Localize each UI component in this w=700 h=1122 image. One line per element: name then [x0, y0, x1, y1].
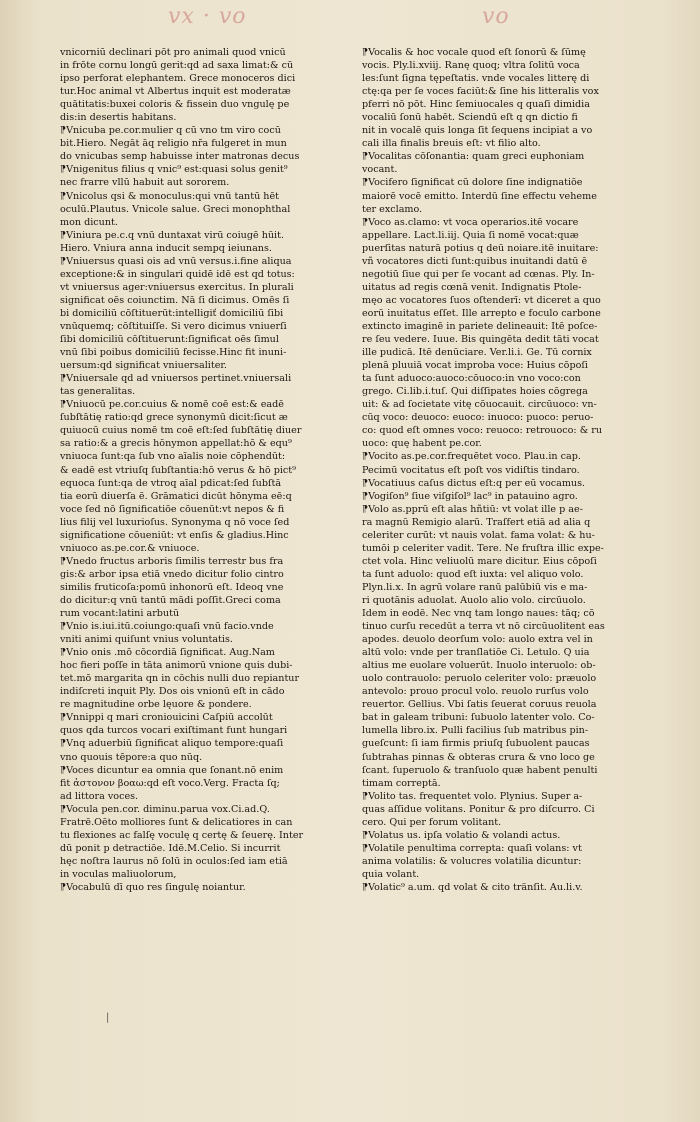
text-line: rum vocant:latini arbutū [60, 608, 180, 620]
text-line: vnicorniū declinari pōt pro animali quod vnicū [60, 47, 286, 58]
text-line: gueſcunt: ſi iam firmis priuſq ſubuolent paucas [362, 738, 590, 750]
text-line: indiſcreti inquit Ply. Dos ois vnionū eſt in cādo [60, 686, 285, 698]
text-line: les:ſunt ſigna tępeſtatis. vnde vocales litterę di [362, 73, 590, 85]
text-line: vniti animi quiſunt vnius voluntatis. [60, 634, 233, 646]
text-line: ⁋Vniuersale qd ad vniuersos pertinet.vniuersali [60, 373, 292, 385]
text-line: ⁋Vnicuba pe.cor.mulier q cū vno tm viro cocū [60, 125, 281, 137]
text-line: vocaliū ſonū habēt. Sciendū eſt q qn dictio fi [362, 112, 578, 124]
text-line: vñ vocatores dicti ſunt:quibus inuitandi datū ē [362, 255, 588, 267]
text-line: cero. Qui per forum volitant. [362, 816, 502, 828]
text-line: Fratrē.Oēto molliores ſunt & delicatiores in can [60, 816, 293, 828]
text-line: ⁋Vocito as.pe.cor.frequētet voco. Plau.in cap. [362, 451, 581, 463]
text-line: in voculas maliuolorum, [60, 868, 177, 880]
text-line: tumōi p celeriter vadit. Tere. Ne fruſtra illic expe- [362, 542, 604, 554]
text-line: ⁋Vnnippi q mari croniouicini Caſpiū accolūt [60, 712, 273, 724]
text-line: tur.Hoc animal vt Albertus inquit est moderatæ [60, 86, 291, 98]
text-line: ⁋Volatus us. ipſa volatio & volandi actus. [362, 829, 561, 841]
text-line: cali illa finalis breuis eſt: vt filio alto. [362, 138, 541, 150]
text-line: reuertor. Gellius. Vbi ſatis ſeuerat coruus reuola [362, 699, 597, 711]
text-line: plenā pluuiā vocat improba voce: Huius cōpoſi [362, 360, 588, 372]
text-line: vocis. Ply.li.xviij. Ranę quoq; vltra ſolitū voca [362, 60, 580, 72]
text-line: vniuoca ſunt:qa ſub vno aīalis noie cōphendūt: [60, 451, 286, 463]
text-line: ⁋Vogiſon⁹ ſiue viſgiſol⁹ lac⁹ in patauino agro. [362, 490, 578, 502]
text-line: ⁋Volatile penultima correpta: quaſi volans: vt [362, 842, 582, 854]
text-line: do dicitur:q vnū tantū mādi poſſit.Greci coma [60, 594, 281, 606]
text-line: ter exclamo. [362, 203, 423, 215]
text-line: vnū ſibi poibus domiciliū fecisse.Hinc fit inuni- [60, 347, 287, 359]
text-line: ⁋Volito tas. frequentet volo. Plynius. Super a- [362, 790, 583, 802]
text-line: ſubſtātię ratio:qd grece synonymū dicit:ſicut æ [60, 412, 288, 424]
text-line: similis fruticoſa:pomū inhonorū eſt. Ideoq vne [60, 581, 284, 593]
text-line: ⁋Volo as.pprū eſt alas hñtiū: vt volat ille p ae- [362, 503, 583, 515]
text-line: & eadē est vtriuſq ſubſtantia:hō verus & hō pict⁹ [60, 464, 296, 476]
text-line: ſubtrahas pinnas & obteras crura & vno loco ge [362, 751, 595, 763]
text-line: quātitatis:buxei coloris & fissein duo vngulę pe [60, 99, 290, 111]
text-line: cūq voco: deuoco: euoco: inuoco: puoco: peruo- [362, 412, 594, 424]
text-line: mon dicunt. [60, 216, 118, 228]
text-line: celeriter curūt: vt nauis volat. fama volat: & hu- [362, 529, 595, 541]
bottom-mark: | [106, 1012, 110, 1023]
text-line: uoco: quę habent pe.cor. [362, 438, 482, 450]
right-text-column [362, 46, 646, 894]
text-line: tet.mō margarita qn in cōchis nulli duo repiantur [60, 673, 300, 685]
text-line: timam correptā. [362, 777, 441, 789]
text-line: ⁋Volatic⁹ a.um. qd volat & cito tränſit. Au.li.v. [362, 882, 583, 893]
text-line: tinuo curſu recedūt a terra vt nō circūuolitent eas [362, 621, 605, 633]
text-line: maiorē vocē emitto. Interdū ſine effectu veheme [362, 190, 597, 202]
text-line: ctę:qa per ſe voces faciūt:& ſine his litteralis vox [362, 86, 599, 98]
text-line: ⁋Vocabulū dī quo res ſingulę noiantur. [60, 882, 246, 893]
text-line: quiuocū cuius nomē tm coē eſt:ſed ſubſtātię diuer [60, 425, 302, 437]
text-line: oculū.Plautus. Vnicole salue. Greci monophthal [60, 203, 291, 215]
text-line: antevolo: prouo procul volo. reuolo rurſus volo [362, 686, 589, 698]
handwritten-header-right: vo [482, 4, 510, 29]
text-line: ri quotānis aduolat. Auolo alio volo. circūuolo. [362, 594, 586, 606]
text-line: dū ponit p detractiōe. Idē.M.Celio. Si incurrit [60, 842, 281, 854]
text-line: ⁋Voco as.clamo: vt voca operarios.itē vocare [362, 216, 579, 228]
text-line: extincto imaginē in pariete delineauit: Itē poſce- [362, 320, 598, 332]
text-line: Idem in eodē. Nec vnq tam longo naues: tāq; cō [362, 608, 595, 620]
text-line: ſcant. ſuperuolo & tranſuolo quæ habent penulti [362, 764, 598, 776]
text-line: tas generalitas. [60, 386, 136, 398]
text-line: significatione cōueniūt: vt enſis & gladius.Hinc [60, 529, 289, 541]
text-line: exceptione:& in singulari quidē idē est qd totus: [60, 268, 295, 280]
text-line: altius me euolare voluerūt. Inuolo interuolo: ob- [362, 660, 596, 672]
text-line: ⁋Viniura pe.c.q vnū duntaxat virū coiugē hūit. [60, 229, 285, 241]
text-line: bi domiciliū cōſtituerūt:intelligiť domiciliū ſibi [60, 307, 284, 319]
text-line: significat oēs coiunctim. Nā ſi dicimus. Omēs ſi [60, 294, 290, 306]
text-line: ille pudicā. Itē denūciare. Ver.li.i. Ge. Tū cornix [362, 347, 592, 359]
text-line: Plyn.li.x. In agrū volare ranū palūbiū vis e ma- [362, 581, 588, 593]
text-line: ad littora voces. [60, 790, 139, 802]
text-line: re ſeu vedere. Iuue. Bis quingēta dedit tāti vocat [362, 334, 599, 346]
text-line: equoca ſunt:qa de vtroq aīal pdicat:ſed ſubſtā [60, 477, 282, 489]
handwritten-header-left: vx · vo [168, 4, 247, 29]
text-line: sa ratio:& a grecis hōnymon appellat:hō & equ⁹ [60, 438, 292, 450]
text-line: uitatus ad regis cœnā venit. Indignatis Ptole- [362, 281, 582, 293]
text-line: ⁋Vocifero ſignificat cū dolore ſine indignatiōe [362, 177, 583, 189]
text-line: ta ſunt aduolo: quod eſt iuxta: vel aliquo volo. [362, 568, 584, 580]
text-line: Hiero. Vniura anna inducit sempq ieiunans. [60, 242, 272, 254]
text-line: voce ſed nō ſignificatiōe cōuenūt:vt nepos & fi [60, 503, 285, 515]
text-line: in frōte cornu longū gerit:qd ad saxa limat:& cū [60, 60, 294, 72]
text-line: quia volant. [362, 868, 420, 880]
text-line: uersum:qd significat vniuersaliter. [60, 360, 227, 372]
text-line: ⁋Vocatiuus caſus dictus eſt:q per eū vocamus. [362, 477, 586, 489]
text-line: ta ſunt aduoco:auoco:cōuoco:in vno voco:con [362, 373, 581, 385]
text-line: ⁋Vnq aduerbiū ſignificat aliquo tempore:quaſi [60, 738, 284, 750]
text-line: gis:& arbor ipsa etiā vnedo dicitur folio cintro [60, 568, 284, 580]
text-line: altū volo: vnde per tranſlatiōe Ci. Letulo. Q uia [362, 647, 590, 659]
text-line: eorū inuitatus eſſet. Ille arrepto e foculo carbone [362, 307, 601, 319]
text-line: apodes. deuolo deorſum volo: auolo extra vel in [362, 634, 593, 646]
text-line: ⁋Vniuersus quasi ois ad vnū versus.i.fine aliqua [60, 255, 292, 267]
text-line: grego. Ci.lib.i.tuſ. Qui diſſipates hoies cōgrega [362, 386, 588, 398]
text-line: re magnitudine orbe lęuore & pondere. [60, 699, 252, 711]
text-line: nec frarre vllū habuit aut sororem. [60, 177, 230, 189]
text-line: Pecimū vocitatus eſt poſt vos vidiſtis tindaro. [362, 464, 580, 476]
text-line: uolo contrauolo: peruolo celeriter volo: præuolo [362, 673, 597, 685]
text-line: fit ἀστονον βοαω:qd eſt voco.Verg. Fracta ſq; [60, 777, 280, 789]
text-line: lius filij vel luxurioſus. Synonyma q nō voce ſed [60, 516, 290, 528]
text-line: lumella libro.ix. Pulli facilius ſub matribus pin- [362, 725, 589, 737]
text-line: ⁋Vocula pen.cor. diminu.parua vox.Ci.ad.Q. [60, 803, 270, 815]
text-line: negotiū ſiue qui per ſe vocant ad cœnas. Ply. In- [362, 268, 595, 280]
text-line: ⁋Voces dicuntur ea omnia que ſonant.nō enim [60, 764, 284, 776]
text-line: vnūquemq; cōſtituiſſe. Si vero dicimus vniuerſi [60, 320, 287, 332]
text-line: ⁋Vnedo fructus arboris ſimilis terrestr bus fra [60, 555, 284, 567]
text-line: appellare. Lact.li.iij. Quia ſi nomē vocat:quæ [362, 229, 579, 241]
text-line: tia eorū diuerſa ē. Grāmatici dicūt hōnyma eē:q [60, 490, 292, 502]
text-line: ⁋Vnicolus qsi & monoculus:qui vnū tantū hēt [60, 190, 280, 202]
text-line: męo ac vocatores ſuos oſtenderī: vt diceret a quo [362, 294, 601, 306]
text-line: hęc noſtra laurus nō ſolū in oculos:ſed iam etiā [60, 855, 288, 867]
text-line: co: quod eſt omnes voco: reuoco: retrouoco: & ru [362, 425, 603, 437]
text-line: uit: & ad ſocietate vitę cōuocauit. circūuoco: vn- [362, 399, 597, 411]
text-line: vocant. [362, 164, 398, 176]
text-line: quas aſſidue volitans. Ponitur & pro diſcurro. Ci [362, 803, 595, 815]
text-line: anima volatilis: & volucres volatilia dicuntur: [362, 855, 582, 867]
text-line: ipso perforat elephantem. Grece monoceros dici [60, 73, 296, 85]
text-line: hoc fieri poſſe in tāta animorū vnione quis dubi- [60, 660, 293, 672]
left-text-column [60, 46, 346, 894]
text-line: nit in vocalē quis longa ſit ſequens incipiat a vo [362, 125, 593, 137]
text-line: bat in galeam tribuni: ſubuolo latenter volo. Co- [362, 712, 595, 724]
text-line: ⁋Vocalis & hoc vocale quod eſt ſonorū & ſūmę [362, 47, 586, 58]
text-line: ⁋Vnio onis .mō cōcordiā ſignificat. Aug.Nam [60, 647, 275, 659]
text-line: ra magnū Remigio alarū. Traſfert etiā ad alia q [362, 516, 591, 528]
text-line: puerſitas naturā potius q deū noiare.itē inuitare: [362, 242, 599, 254]
text-line: pferri nō pōt. Hinc ſemiuocales q quaſi dimidia [362, 99, 590, 111]
text-line: vno quouis tēpore:a quo nūq. [60, 751, 203, 763]
text-line: quos qda turcos vocari exiſtimant funt hungari [60, 725, 288, 737]
text-line: vt vniuersus ager:vniuersus exercitus. In plurali [60, 281, 294, 293]
text-line: do vnicubas semp habuisse inter matronas decus [60, 151, 300, 163]
text-line: ⁋Vnigenitus filius q vnic⁹ est:quasi solus genit⁹ [60, 164, 288, 176]
text-line: ſibi domiciliū cōſtituerunt:ſignificat oēs ſimul [60, 334, 279, 346]
text-line: tu flexiones ac falſę voculę q certę & ſeuerę. Inter [60, 829, 304, 841]
text-line: ⁋Vnio is.iui.itū.coiungo:quaſi vnū facio.vnde [60, 621, 274, 633]
text-line: ctet vola. Hinc veliuolū mare dicitur. Eius cōpoſi [362, 555, 597, 567]
text-line: ⁋Vniuocū pe.cor.cuius & nomē coē est:& eadē [60, 399, 284, 411]
text-line: vniuoco as.pe.cor.& vniuoce. [60, 542, 200, 554]
text-line: ⁋Vocalitas cōſonantia: quam greci euphoniam [362, 151, 585, 163]
text-line: bit.Hiero. Negāt āq religio nr̄a fulgeret in mun [60, 138, 287, 150]
text-line: dis:in desertis habitans. [60, 112, 177, 124]
